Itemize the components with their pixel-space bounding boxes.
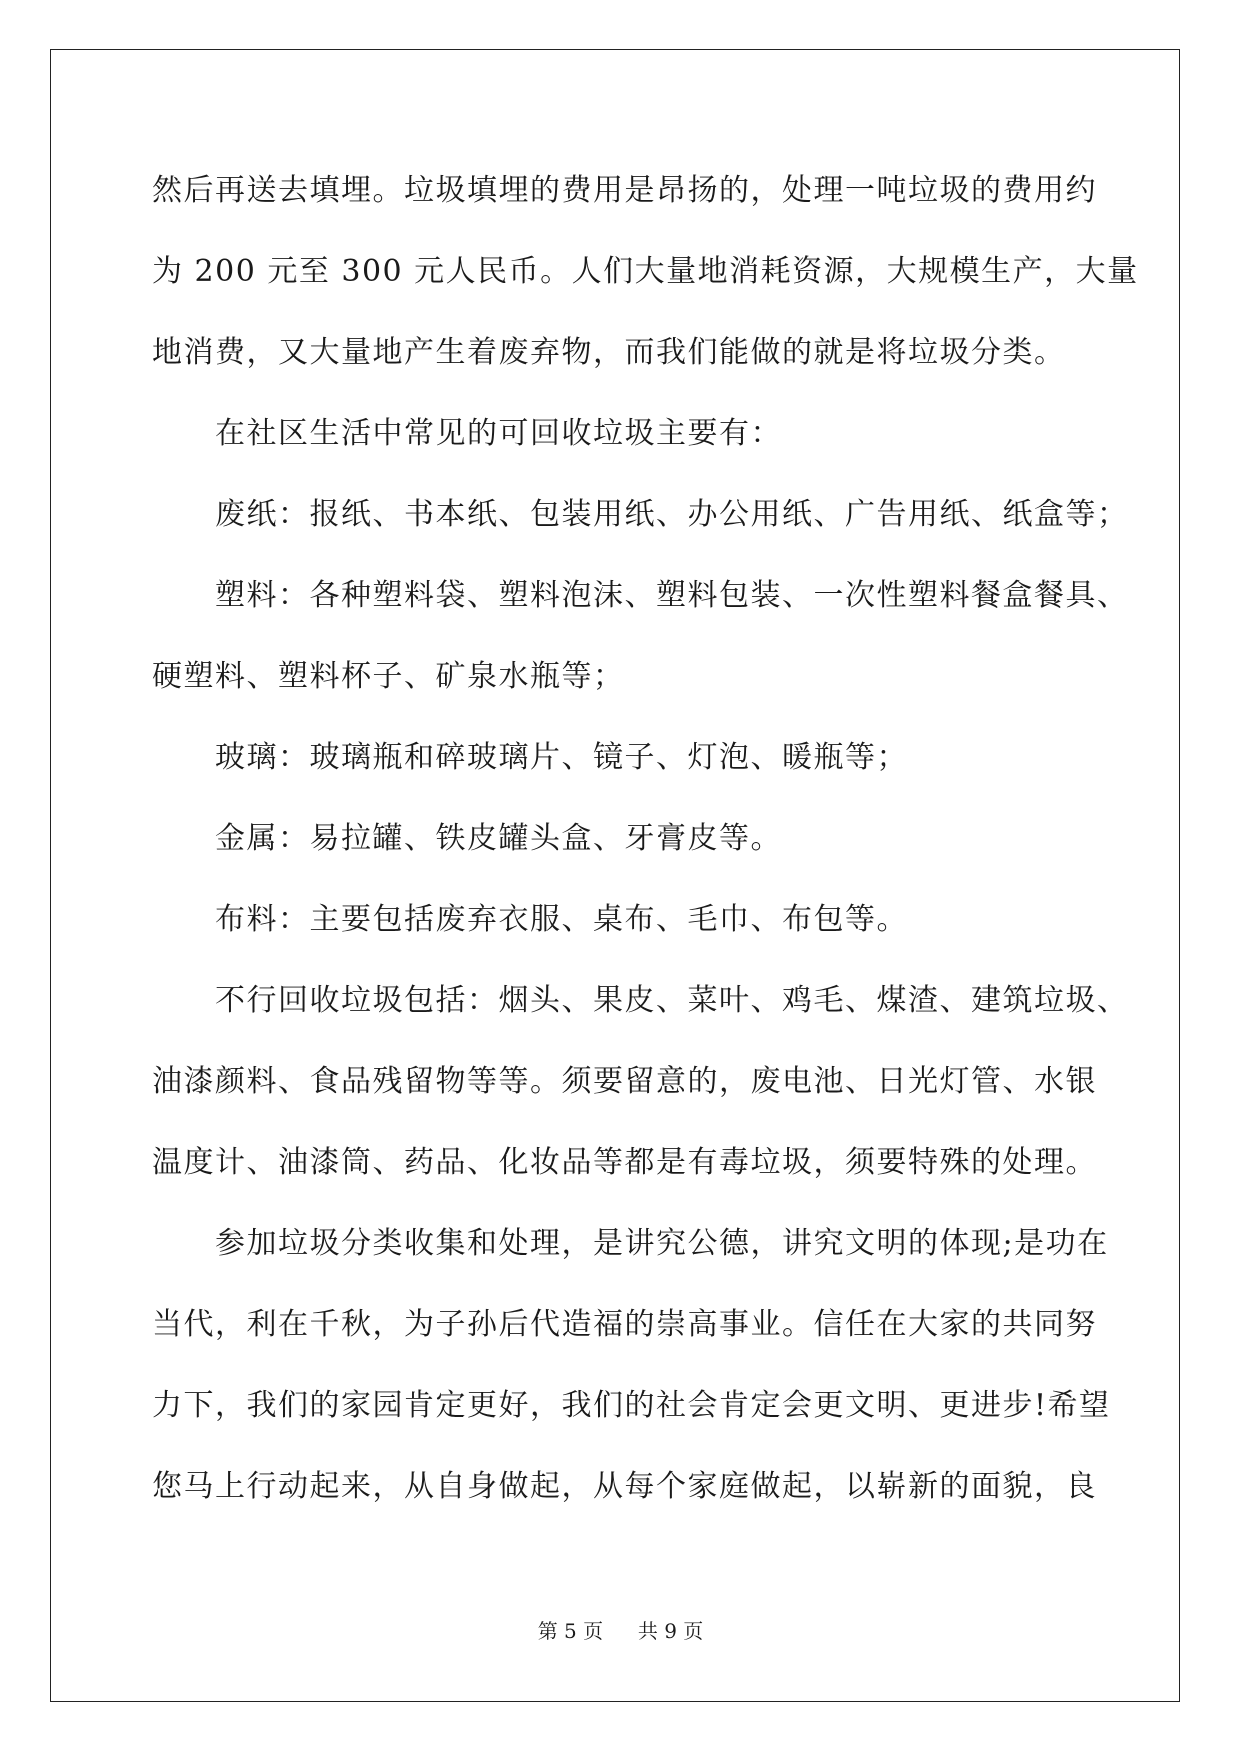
- paragraph-start-line: 玻璃：玻璃瓶和碎玻璃片、镜子、灯泡、暖瓶等；: [215, 740, 908, 775]
- text-line: 然后再送去填埋。垃圾填埋的费用是昂扬的，处理一吨垃圾的费用约: [152, 173, 1097, 208]
- paragraph-start-line: 参加垃圾分类收集和处理，是讲究公德，讲究文明的体现;是功在: [215, 1226, 1109, 1261]
- page-footer: [0, 1615, 1241, 1644]
- text-line: 您马上行动起来，从自身做起，从每个家庭做起，以崭新的面貌，良: [152, 1469, 1097, 1504]
- paragraph-start-line: 布料：主要包括废弃衣服、桌布、毛巾、布包等。: [215, 902, 908, 937]
- page-number-current: 第 5 页: [537, 1619, 604, 1643]
- paragraph-start-line: 塑料：各种塑料袋、塑料泡沫、塑料包装、一次性塑料餐盒餐具、: [215, 578, 1129, 613]
- document-body: [152, 164, 1139, 1541]
- paragraph-start-line: 在社区生活中常见的可回收垃圾主要有：: [215, 416, 782, 451]
- text-line: 地消费，又大量地产生着废弃物，而我们能做的就是将垃圾分类。: [152, 335, 1066, 370]
- text-line: 硬塑料、塑料杯子、矿泉水瓶等；: [152, 659, 625, 694]
- text-line: 当代，利在千秋，为子孙后代造福的崇高事业。信任在大家的共同努: [152, 1307, 1097, 1342]
- text-line: 油漆颜料、食品残留物等等。须要留意的，废电池、日光灯管、水银: [152, 1064, 1097, 1099]
- page-number-total: 共 9 页: [637, 1619, 704, 1643]
- text-line: 温度计、油漆筒、药品、化妆品等都是有毒垃圾，须要特殊的处理。: [152, 1145, 1097, 1180]
- paragraph-start-line: 金属：易拉罐、铁皮罐头盒、牙膏皮等。: [215, 821, 782, 856]
- text-line: 为 200 元至 300 元人民币。人们大量地消耗资源，大规模生产，大量: [152, 254, 1139, 289]
- paragraph-start-line: 废纸：报纸、书本纸、包装用纸、办公用纸、广告用纸、纸盒等；: [215, 497, 1129, 532]
- paragraph-start-line: 不行回收垃圾包括：烟头、果皮、菜叶、鸡毛、煤渣、建筑垃圾、: [215, 983, 1129, 1018]
- text-line: 力下，我们的家园肯定更好，我们的社会肯定会更文明、更进步!希望: [152, 1388, 1111, 1423]
